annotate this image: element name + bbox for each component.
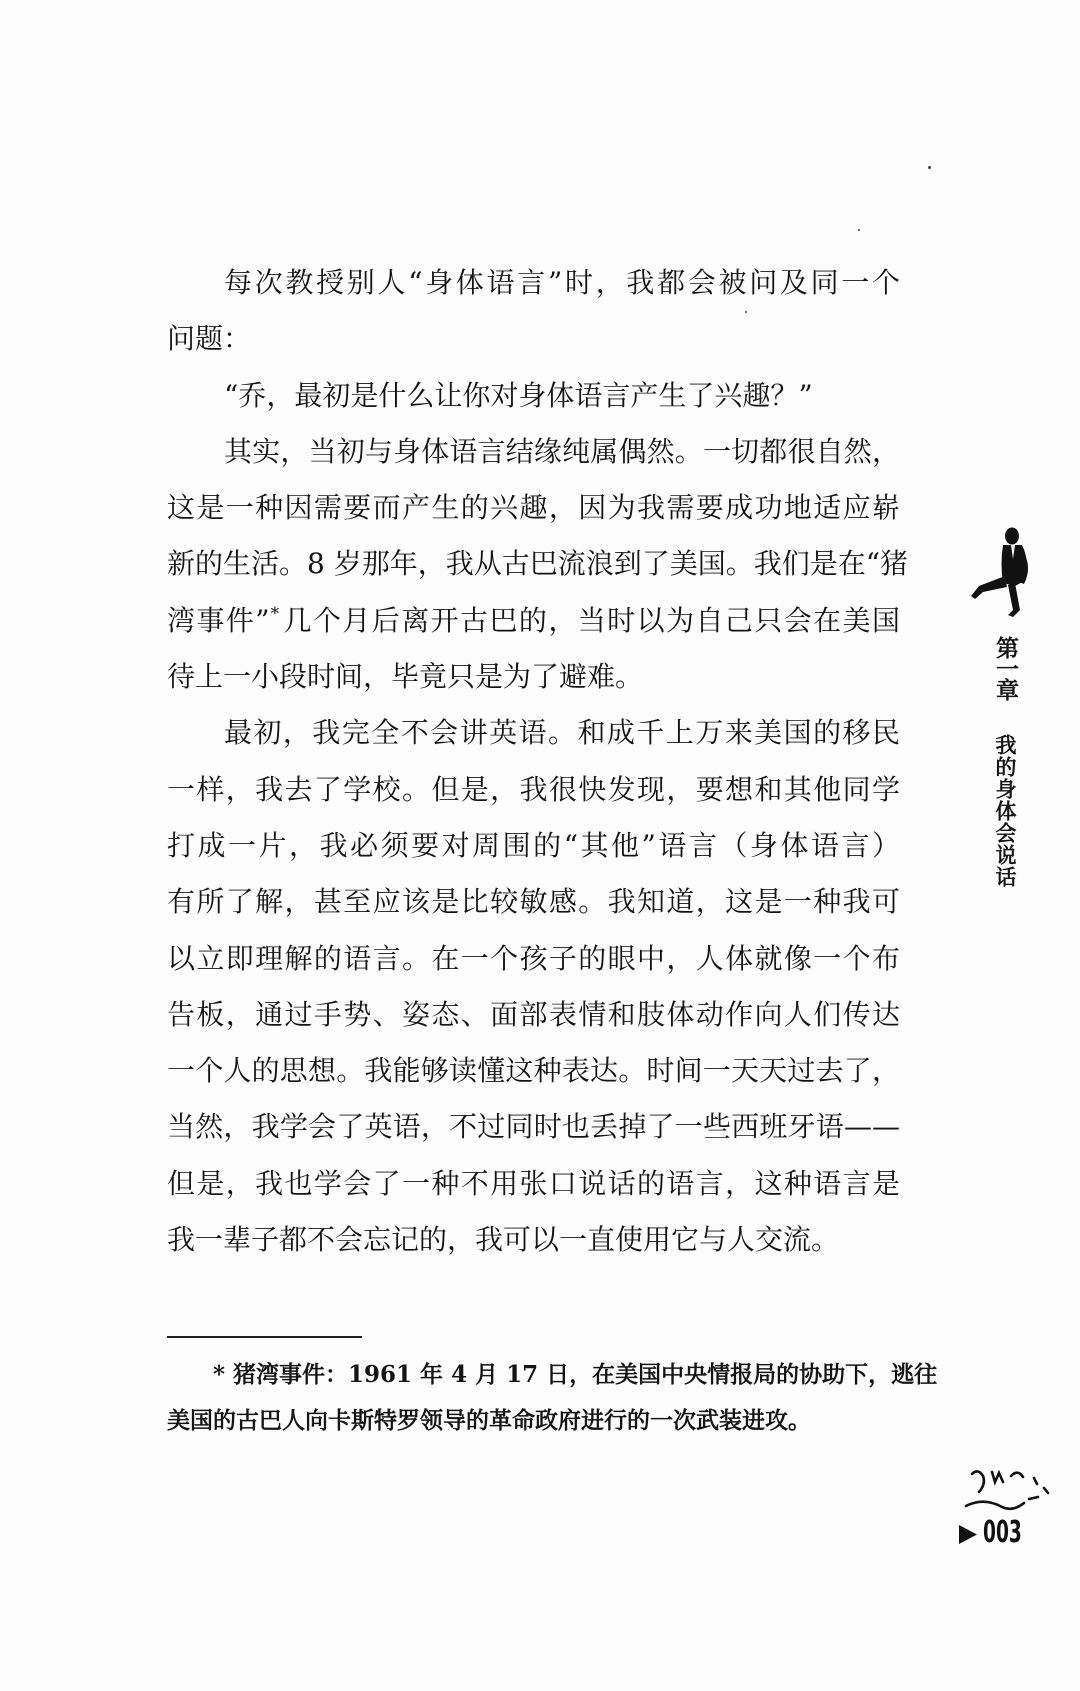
text-line: 打成一片，我必须要对周围的“其他”语言（身体语言） [167, 828, 900, 862]
text-line: 其实，当初与身体语言结缘纯属偶然。一切都很自然， [224, 434, 900, 468]
text-line: 这是一种因需要而产生的兴趣，因为我需要成功地适应崭 [167, 491, 900, 525]
text-line: 每次教授别人“身体语言”时，我都会被问及同一个 [224, 266, 900, 299]
text-line [167, 593, 900, 649]
scan-speck [928, 166, 931, 169]
scribble-ornament-icon [962, 1466, 1054, 1516]
footnote-line: * 猪湾事件：1961 年 4 月 17 日，在美国中央情报局的协助下，逃往 [213, 1361, 938, 1388]
body-text [167, 255, 909, 1268]
text-line: 告板，通过手势、姿态、面部表情和肢体动作向人们传达 [167, 997, 900, 1031]
text-line: 问题： [167, 322, 252, 356]
text-line: 最初，我完全不会讲英语。和成千上万来美国的移民 [224, 716, 900, 750]
footnote-rule [167, 1336, 362, 1338]
footnote [167, 1352, 938, 1444]
text-line: 但是，我也学会了一种不用张口说话的语言，这种语言是 [167, 1166, 900, 1200]
chapter-number: 第一章 [992, 636, 1018, 699]
chapter-title: 我的身体会说话 [993, 734, 1017, 888]
text-segment: 湾事件” [167, 603, 270, 637]
text-line: 一个人的思想。我能够读懂这种表达。时间一天天过去了， [167, 1054, 900, 1088]
text-segment: 几个月后离开古巴的，当时以为自己只会在美国 [282, 603, 900, 637]
text-line: 新的生活。8 岁那年，我从古巴流浪到了美国。我们是在“猪 [167, 547, 909, 581]
text-line: 有所了解，甚至应该是比较敏感。我知道，这是一种我可 [167, 885, 900, 919]
text-line: “乔，最初是什么让你对身体语言产生了兴趣？” [224, 378, 813, 412]
text-line: 当然，我学会了英语，不过同时也丢掉了一些西班牙语—— [167, 1110, 900, 1144]
play-arrow-icon [959, 1525, 977, 1544]
footnote-marker: * [270, 603, 280, 624]
footnote-line: 美国的古巴人向卡斯特罗领导的革命政府进行的一次武装进攻。 [167, 1407, 811, 1434]
text-line: 以立即理解的语言。在一个孩子的眼中，人体就像一个布 [167, 941, 900, 975]
seated-man-silhouette-icon [966, 526, 1034, 618]
text-line: 我一辈子都不会忘记的，我可以一直使用它与人交流。 [167, 1223, 840, 1257]
text-line: 待上一小段时间，毕竟只是为了避难。 [167, 660, 644, 694]
scan-speck [858, 229, 860, 231]
text-line: 一样，我去了学校。但是，我很快发现，要想和其他同学 [167, 772, 900, 806]
page-number: 003 [983, 1515, 1022, 1550]
